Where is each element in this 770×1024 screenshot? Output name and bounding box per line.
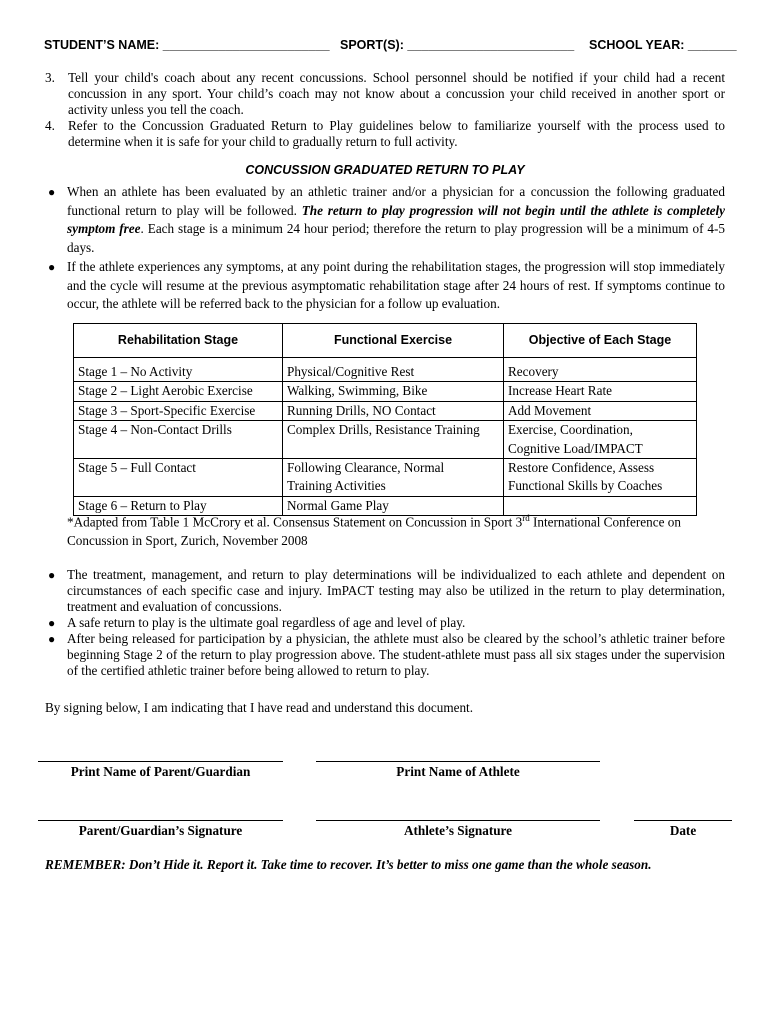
- column-header: Rehabilitation Stage: [74, 324, 283, 358]
- table-row: [74, 459, 697, 497]
- exercise-cell: [283, 382, 504, 401]
- stage-cell: Stage 3 – Sport-Specific Exercise: [74, 401, 283, 420]
- stage-cell: Stage 1 – No Activity: [74, 358, 283, 382]
- footnote-sup: rd: [522, 513, 530, 523]
- bullet-text-post: . Each stage is a minimum 24 hour period; therefore the return to play progression will be a minimum of 4-5 days.: [67, 221, 725, 256]
- item-text: Tell your child's coach about any recent concussions. School personnel should be notified if your child had a recent concussion in any sport. Your child’s coach may not know about a concussion your child received in another sport or activity unless you tell the coach.: [68, 70, 725, 117]
- sports-field[interactable]: SPORT(S): ________________________: [340, 38, 575, 52]
- objective-cell: [504, 459, 697, 497]
- table-row: [74, 382, 697, 401]
- column-header: Objective of Each Stage: [504, 324, 697, 358]
- date-line[interactable]: [634, 820, 732, 821]
- exercise-cell: [283, 459, 504, 497]
- objective-cell-line: Functional Skills by Coaches: [508, 478, 663, 494]
- footnote-text: *Adapted from Table 1 McCrory et al. Consensus Statement on Concussion in Sport 3: [67, 514, 523, 530]
- objective-cell-line: Cognitive Load/IMPACT: [508, 440, 643, 456]
- numbered-list: [45, 70, 725, 150]
- objective-cell-line: Restore Confidence, Assess: [508, 460, 655, 476]
- bullet-icon: ●: [48, 185, 56, 199]
- column-header: Functional Exercise: [283, 324, 504, 358]
- objective-cell-line: Recovery: [508, 364, 559, 379]
- objective-cell: [504, 421, 697, 459]
- stage-cell: Stage 4 – Non-Contact Drills: [74, 421, 283, 459]
- exercise-cell-line: Training Activities: [287, 478, 386, 494]
- exercise-cell-line: Following Clearance, Normal: [287, 460, 445, 476]
- exercise-cell-line: Running Drills, NO Contact: [287, 402, 436, 418]
- bullets-bottom: [45, 567, 725, 679]
- objective-cell-line: Increase Heart Rate: [508, 383, 612, 399]
- exercise-cell-line: Normal Game Play: [287, 497, 389, 513]
- stage-cell: Stage 2 – Light Aerobic Exercise: [74, 382, 283, 401]
- footnote-text-post: International Conference on Concussion in Sport, Zurich, November 2008: [67, 514, 681, 548]
- parent-name-label: Print Name of Parent/Guardian: [70, 764, 251, 779]
- bullet-item: [45, 183, 725, 258]
- school-year-field[interactable]: SCHOOL YEAR: _______: [589, 38, 737, 52]
- date-label: Date: [669, 823, 697, 838]
- bullet-item: [45, 615, 725, 631]
- exercise-cell: [283, 358, 504, 382]
- stage-cell: Stage 5 – Full Contact: [74, 459, 283, 497]
- remember-note: REMEMBER: Don’t Hide it. Report it. Take time to recover. It’s better to miss one game than the whole season.: [45, 857, 652, 872]
- exercise-cell-line: Complex Drills, Resistance Training: [287, 422, 480, 438]
- section-title: CONCUSSION GRADUATED RETURN TO PLAY: [245, 163, 525, 177]
- student-name-field[interactable]: STUDENT’S NAME: ________________________: [44, 38, 330, 52]
- parent-name-line[interactable]: [38, 761, 283, 762]
- bullet-icon: ●: [48, 616, 56, 630]
- athlete-signature-line[interactable]: [316, 820, 600, 821]
- numbered-item-3: [45, 70, 725, 118]
- parent-signature-label: Parent/Guardian’s Signature: [78, 823, 243, 838]
- stage-cell: Stage 6 – Return to Play: [74, 496, 283, 515]
- exercise-cell-line: Physical/Cognitive Rest: [287, 364, 415, 379]
- footnote: [67, 509, 727, 550]
- bullet-text: The treatment, management, and return to play determinations will be individualized to each athlete and dependent on circumstances of each specific case and injury. ImPACT testing may also be utilized in the return to play determination, treatment and evaluation of concussions.: [67, 567, 725, 614]
- bullet-text-pre: When an athlete has been evaluated by an athletic trainer and/or a physician for a concussion the following graduated functional return to play will be followed.: [67, 184, 725, 218]
- bullet-icon: ●: [48, 259, 56, 274]
- table-header-row: [74, 324, 697, 358]
- athlete-name-line[interactable]: [316, 761, 600, 762]
- objective-cell: [504, 358, 697, 382]
- bullet-item: [45, 258, 725, 314]
- agreement-statement: By signing below, I am indicating that I have read and understand this document.: [45, 700, 474, 715]
- exercise-cell: [283, 401, 504, 420]
- rehab-stages-table: [73, 323, 697, 516]
- bullet-text: If the athlete experiences any symptoms, at any point during the rehabilitation stages, the progression will stop immediately and the cycle will resume at the previous asymptomatic rehabilitation stage after 24 hours of rest. If symptoms continue to occur, the athlete will be referred back to the physician for a follow up evaluation.: [67, 258, 725, 312]
- item-number: 4.: [45, 118, 55, 133]
- bullet-item: [45, 631, 725, 679]
- table-row: [74, 401, 697, 420]
- exercise-cell-line: Walking, Swimming, Bike: [287, 383, 428, 399]
- parent-signature-line[interactable]: [38, 820, 283, 821]
- exercise-cell: [283, 421, 504, 459]
- item-number: 3.: [45, 70, 55, 85]
- numbered-item-4: [45, 118, 725, 150]
- table-row: [74, 421, 697, 459]
- table-row: [74, 358, 697, 382]
- bullet-emphasis: The return to play progression will not begin until the athlete is completely symptom free: [67, 202, 725, 237]
- bullet-text: A safe return to play is the ultimate goal regardless of age and level of play.: [67, 615, 466, 630]
- objective-cell-line: Add Movement: [508, 402, 592, 418]
- bullets-top: [45, 183, 725, 314]
- athlete-signature-label: Athlete’s Signature: [403, 823, 513, 838]
- table-body: [74, 358, 697, 516]
- bullet-text: After being released for participation by a physician, the athlete must also be cleared by the school’s athletic trainer before beginning Stage 2 of the return to play progression above. The student-athlete must pass all six stages under the supervision of the certified athletic trainer before being allowed to return to play.: [67, 631, 725, 678]
- bullet-icon: ●: [48, 632, 56, 646]
- bullet-item: [45, 567, 725, 615]
- objective-cell: [504, 401, 697, 420]
- objective-cell-line: Exercise, Coordination,: [508, 422, 633, 438]
- objective-cell: [504, 382, 697, 401]
- athlete-name-label: Print Name of Athlete: [396, 764, 520, 779]
- bullet-text: [67, 183, 725, 258]
- item-text: Refer to the Concussion Graduated Return to Play guidelines below to familiarize yourself with the process used to determine when it is safe for your child to gradually return to full activity.: [68, 118, 725, 149]
- bullet-icon: ●: [48, 568, 56, 582]
